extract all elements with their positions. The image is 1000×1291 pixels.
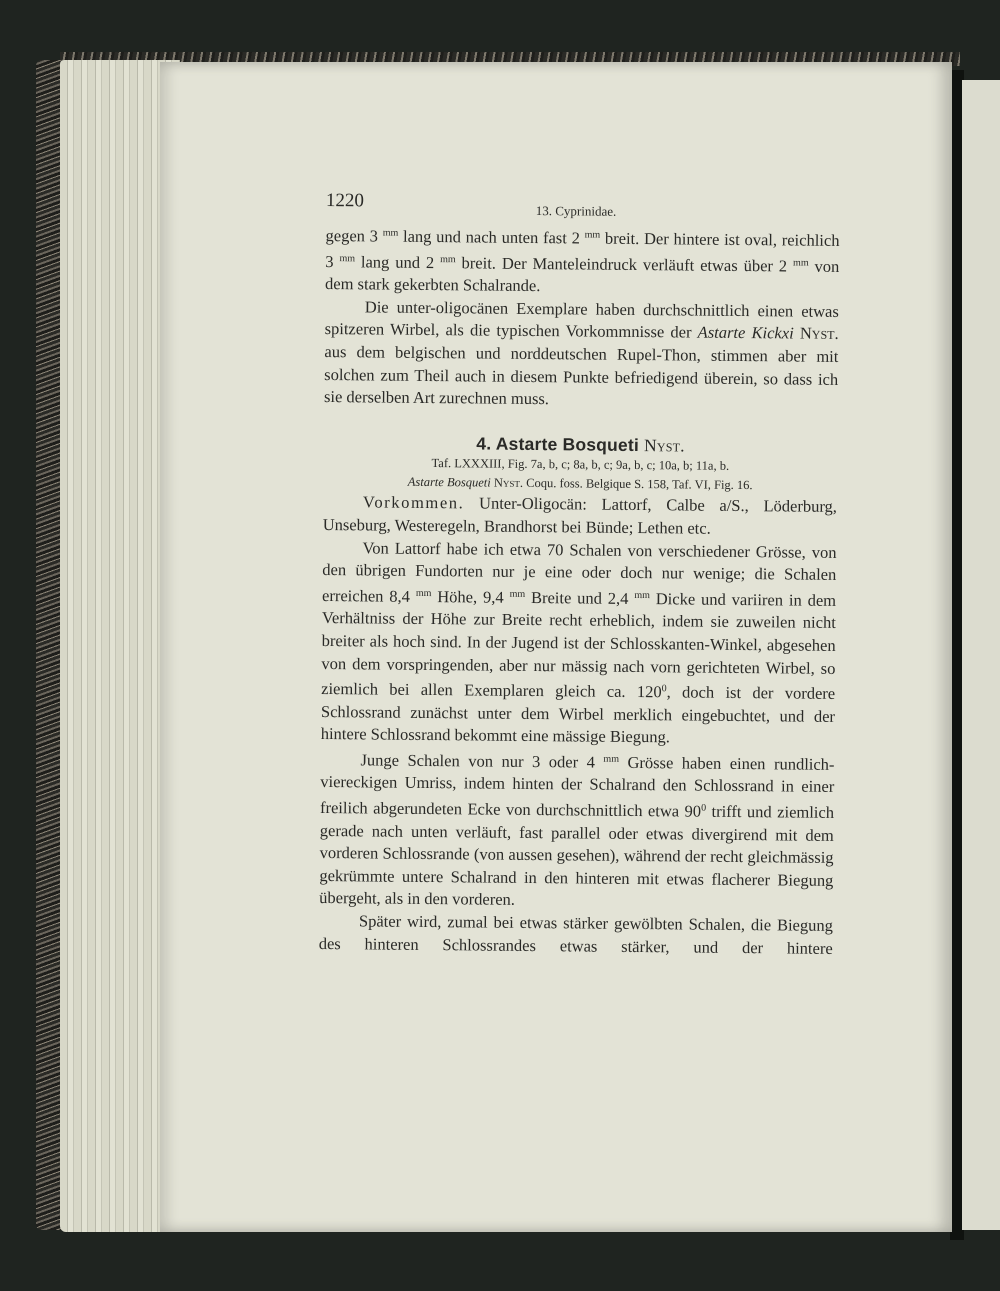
facing-page-edge: [962, 80, 1000, 1230]
page-number: 1220: [325, 189, 364, 212]
species-heading: 4. Astarte Bosqueti Nyst.: [476, 433, 685, 456]
paragraph-comparison: Die unter-oligocänen Exemplare haben durchschnittlich einen etwas spitzeren Wirbel, als die typischen Vorkommnisse der Astarte Kickxi Nyst. aus dem belgischen und norddeutschen Rupel-Thon, stimmen aber mit solchen zum Theil auch in diesem Punkte befriedigend überein, so dass ich sie derselben Art zurechnen muss.: [323, 297, 839, 409]
paragraph-juvenile: Junge Schalen von nur 3 oder 4 $^{mm}$ Grösse haben einen rundlich-viereckigen Umriss, indem hinten der Schalrand den Schlossrand in einer freilich abgerundeten Ecke von durchschnittlich etwa $90^0$ trifft und ziemlich gerade nach unten verläuft, fast parallel oder etwas divergirend mit dem vorderen Schlossrande (von aussen gesehen), während der recht gleichmässig gekrümmte untere Schalrand in den hinteren mit etwas flacherer Biegung übergeht, als in den vorderen.: [319, 750, 835, 910]
occurrence-label: Vorkommen.: [362, 492, 465, 513]
paragraph-later: Später wird, zumal bei etwas stärker gewölbten Schalen, die Biegung des hinteren Schlossrandes etwas stärker, und der hintere: [318, 911, 834, 958]
running-head: 13. Cyprinidae.: [535, 203, 617, 219]
species-name: Astarte Kickxi: [697, 322, 794, 343]
paragraph-occurrence: Vorkommen. Unter-Oligocän: Lattorf, Calbe a/S., Löderburg, Unseburg, Westeregeln, Brandhorst bei Bünde; Lethen etc.: [322, 492, 838, 538]
species-title: Astarte Bosqueti: [495, 433, 640, 455]
paragraph-continued: gegen 3 $^{mm}$ lang und nach unten fast 2 $^{mm}$ breit. Der hintere ist oval, reichlich 3 $^{mm}$ lang und 2 $^{mm}$ breit. Der Manteleindruck verläuft etwas über 2 $^{mm}$ von dem stark gekerbten Schalrande.: [324, 225, 840, 296]
page-text: [319, 188, 840, 960]
synonym-reference: Astarte Bosqueti Nyst. Coqu. foss. Belgique S. 158, Taf. VI, Fig. 16.: [407, 475, 753, 493]
page-header: [326, 188, 840, 227]
plate-reference: Taf. LXXXIII, Fig. 7a, b, c; 8a, b, c; 9a, b, c; 10a, b; 11a, b.: [431, 456, 730, 474]
paragraph-description: Von Lattorf habe ich etwa 70 Schalen von verschiedener Grösse, von den übrigen Fundorten nur je eine oder doch nur wenige; die Schalen erreichen 8,4 $^{mm}$ Höhe, 9,4 $^{mm}$ Breite und 2,4 $^{mm}$ Dicke und variiren in dem Verhältniss der Höhe zur Breite recht erheblich, indem sie zuweilen nicht breiter als hoch sind. In der Jugend ist der Schlosskanten-Winkel, abgesehen von dem vorspringenden, aber nur mässig nach vorn gerichteten Wirbel, so ziemlich bei allen Exemplaren gleich ca. $120^0$, doch ist der vordere Schlossrand zunächst unter dem Wirbel merklich eingebuchtet, und der hintere Schlossrand bekommt eine mässige Biegung.: [320, 537, 837, 747]
